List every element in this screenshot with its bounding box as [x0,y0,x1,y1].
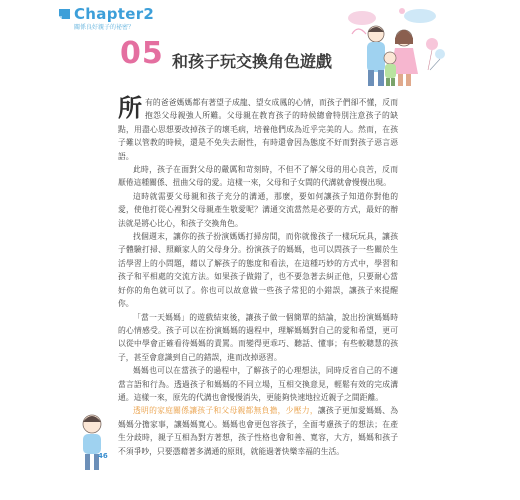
paragraph-6: 媽媽也可以在當孩子的過程中，了解孩子的心理想法，同時反省自己的不適當言語和行為。透過孩子和媽媽的不同立場，互相交換意見，輕鬆有效的完成溝通。這樣一來，原先的代溝也會慢慢消失，更能夠快速地拉近親子之間距離。 [118,366,398,402]
chapter-header [58,6,218,32]
article-body [118,96,398,458]
paragraph-1-text: 有的爸爸媽媽都有著望子成龍、望女成鳳的心情，而孩子們卻不懂，反而抱怨父母親強人所難。父母親在教育孩子的時候總會特別注意孩子的缺點，用盡心思想要改掉孩子的壞毛病，培養他們成為近乎完美的人。然而，在孩子難以管教的時候，還是不免失去耐性，有時還會因為態度不好而對孩子惡言惡語。 [118,98,398,161]
paragraph-1 [118,96,398,163]
section-heading [120,36,350,74]
paragraph-5: 「當一天媽媽」的遊戲結束後，讓孩子做一個簡單的結論，說出扮演媽媽時的心情感受。孩子可以在扮演媽媽的過程中，理解媽媽對自己的愛和希望，更可以從中學會正確看待媽媽的責罵。而變得更乖巧、聽話、懂事；有些較聰慧的孩子，甚至會意識到自己的錯誤，進而改掉惡習。 [118,312,398,362]
paragraph-2: 此時，孩子在面對父母的嚴厲和苛刻時，不但不了解父母的用心良苦，反而厭倦這種關係、扭曲父母的愛。這樣一來，父母和子女間的代溝就會慢慢出現。 [118,165,398,188]
chapter-title: Chapter2 [74,5,155,23]
chapter-subtitle: 關係良好親子的祕密？ [74,24,135,31]
highlighted-sentence: 透明的家庭關係讓孩子和父母親都無負擔，少壓力， [133,406,318,416]
paragraph-4: 找個週末，讓你的孩子扮演媽媽打掃房間，而你就像孩子一樣玩玩具，讓孩子體驗打掃、照顧家人的父母身分。扮演孩子的媽媽，也可以問孩子一些關於生活學習上的小問題，藉以了解孩子的態度和看法，在這種巧妙的方式中，學習和孩子和平相處的交流方法。如果孩子做錯了，也不要急著去糾正他，只要耐心當好你的角色就可以了。你也可以故意做一些孩子常犯的小錯誤，讓孩子來提醒你。 [118,232,398,309]
drop-cap: 所 [118,94,142,122]
section-number: 05 [120,36,164,71]
section-title: 和孩子玩交換角色遊戲 [172,52,333,71]
paragraph-3: 這時就需要父母親和孩子充分的溝通，那麼，要如何讓孩子知道你對他的愛，使他打從心裡對父母親產生敬愛呢？溝通交流當然是必要的方式，最好的辦法就是將心比心，和孩子交換角色。 [118,191,398,228]
page-number: 46 [98,452,108,460]
chapter-badge-icon [58,7,72,21]
paragraph-7 [118,404,398,458]
paragraph-7-text: 讓孩子更加愛媽媽、為媽媽分擔家事，讓媽媽寬心。媽媽也會更包容孩子，全面考慮孩子的想法；在產生分歧時，親子互相為對方著想，孩子性格也會和善、寬容，大方，媽媽和孩子不須爭吵，只要憑藉著多溝通的原則，就能過著快樂幸福的生活。 [118,406,399,456]
child-illustration-icon [74,412,110,474]
